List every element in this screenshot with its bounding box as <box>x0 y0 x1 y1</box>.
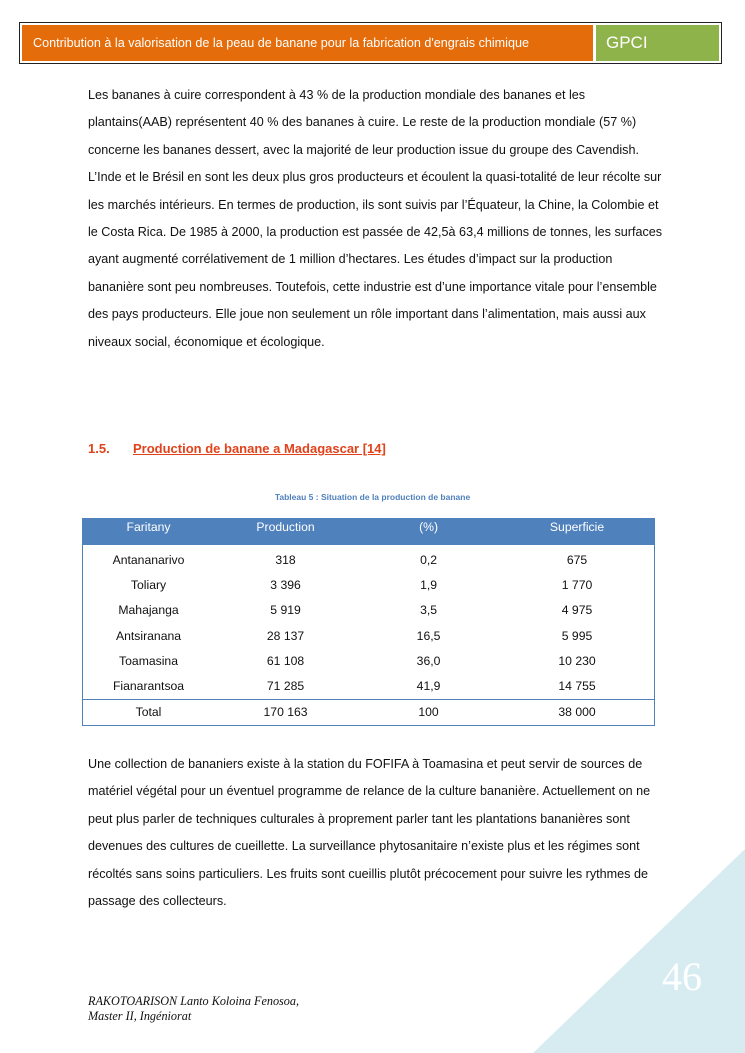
table-cell: 61 108 <box>266 653 305 668</box>
table-cell: Mahajanga <box>118 603 179 618</box>
table-cell: 318 <box>275 552 296 567</box>
table-cell: 0,2 <box>420 552 438 567</box>
table-cell: 38 000 <box>500 699 654 725</box>
header-title: Contribution à la valorisation de la peau de banane pour la fabrication d'engrais chimique <box>22 25 593 61</box>
table-cell: 1 770 <box>561 577 593 592</box>
table-cell: 41,9 <box>416 679 441 694</box>
table-row <box>83 545 655 572</box>
footer-author: RAKOTOARISON Lanto Koloina Fenosoa, <box>88 994 300 1008</box>
table-row <box>83 598 655 623</box>
table-row <box>83 572 655 597</box>
table-cell: 5 995 <box>561 628 593 643</box>
table-cell: 675 <box>566 552 588 567</box>
table-cell: 3,5 <box>420 603 438 618</box>
table-row <box>83 648 655 673</box>
table-caption: Tableau 5 : Situation de la production de banane <box>274 492 471 502</box>
production-table <box>82 518 655 726</box>
table-cell: 4 975 <box>561 603 593 618</box>
table-cell: 5 919 <box>270 603 301 618</box>
column-header: Production <box>214 519 357 546</box>
table-cell: Antananarivo <box>112 552 185 567</box>
page-header <box>19 22 722 64</box>
table-row <box>83 673 655 699</box>
section-heading <box>88 441 386 456</box>
table-total-row <box>83 699 655 725</box>
footer-author-block <box>88 994 299 1024</box>
column-header: Superficie <box>500 519 654 546</box>
footer-degree: Master II, Ingéniorat <box>88 1009 192 1023</box>
table-cell: Toamasina <box>119 653 178 668</box>
paragraph-intro: Les bananes à cuire correspondent à 43 % de la production mondiale des bananes et les plantains(AAB) représentent 40 % des bananes à cuire. Le reste de la production mondiale (57 %) concerne les bananes dessert, avec la majorité de leur production issue du groupe des Cavendish. L’Inde et le Brésil en sont les deux plus gros producteurs et écoulent la quasi-totalité de leur récolte sur les marchés intérieurs. En termes de production, ils sont suivis par l’Équateur, la Chine, la Colombie et le Costa Rica. De 1985 à 2000, la production est passée de 42,5à 63,4 millions de tonnes, les surfaces ayant augmenté corrélativement de 1 million d’hectares. Les études d’impact sur la production bananière sont peu nombreuses. Toutefois, cette industrie est d’une importance vitale pour l’ensemble des pays producteurs. Elle joue non seulement un rôle important dans l’alimentation, mais aussi aux niveaux social, économique et écologique. <box>88 88 663 349</box>
table-cell: 100 <box>357 699 500 725</box>
corner-decoration <box>533 849 745 1053</box>
page-number: 46 <box>662 954 702 999</box>
header-code: GPCI <box>596 25 719 61</box>
table-cell: Fianarantsoa <box>112 679 185 694</box>
table-cell: Toliary <box>130 577 167 592</box>
table-cell: 1,9 <box>420 577 438 592</box>
table-cell: 14 755 <box>558 679 596 694</box>
table-row <box>83 623 655 648</box>
table-header-row <box>83 519 655 546</box>
table-cell: 36,0 <box>416 653 441 668</box>
paragraph-fofifa: Une collection de bananiers existe à la station du FOFIFA à Toamasina et peut servir de sources de matériel végétal pour un éventuel programme de relance de la culture bananière. Actuellement on ne peut plus parler de techniques culturales à proprement parler tant les plantations bananières sont devenues des cultures de cueillette. La surveillance phytosanitaire n’existe plus et les régimes sont récoltés sans soins particuliers. Les fruits sont cueillis plutôt précocement pour suivre les rythmes de passage des collecteurs. <box>88 757 651 909</box>
column-header: Faritany <box>83 519 215 546</box>
table-cell: 170 163 <box>214 699 357 725</box>
table-cell: Antsiranana <box>116 628 182 643</box>
table-cell: 16,5 <box>416 628 441 643</box>
table-cell: 28 137 <box>266 628 305 643</box>
table-cell: Total <box>83 699 215 725</box>
column-header: (%) <box>357 519 500 546</box>
table-cell: 3 396 <box>270 577 301 592</box>
section-title: Production de banane a Madagascar [14] <box>133 441 386 456</box>
section-number: 1.5. <box>88 441 110 456</box>
table-cell: 71 285 <box>266 679 305 694</box>
table-cell: 10 230 <box>558 653 596 668</box>
